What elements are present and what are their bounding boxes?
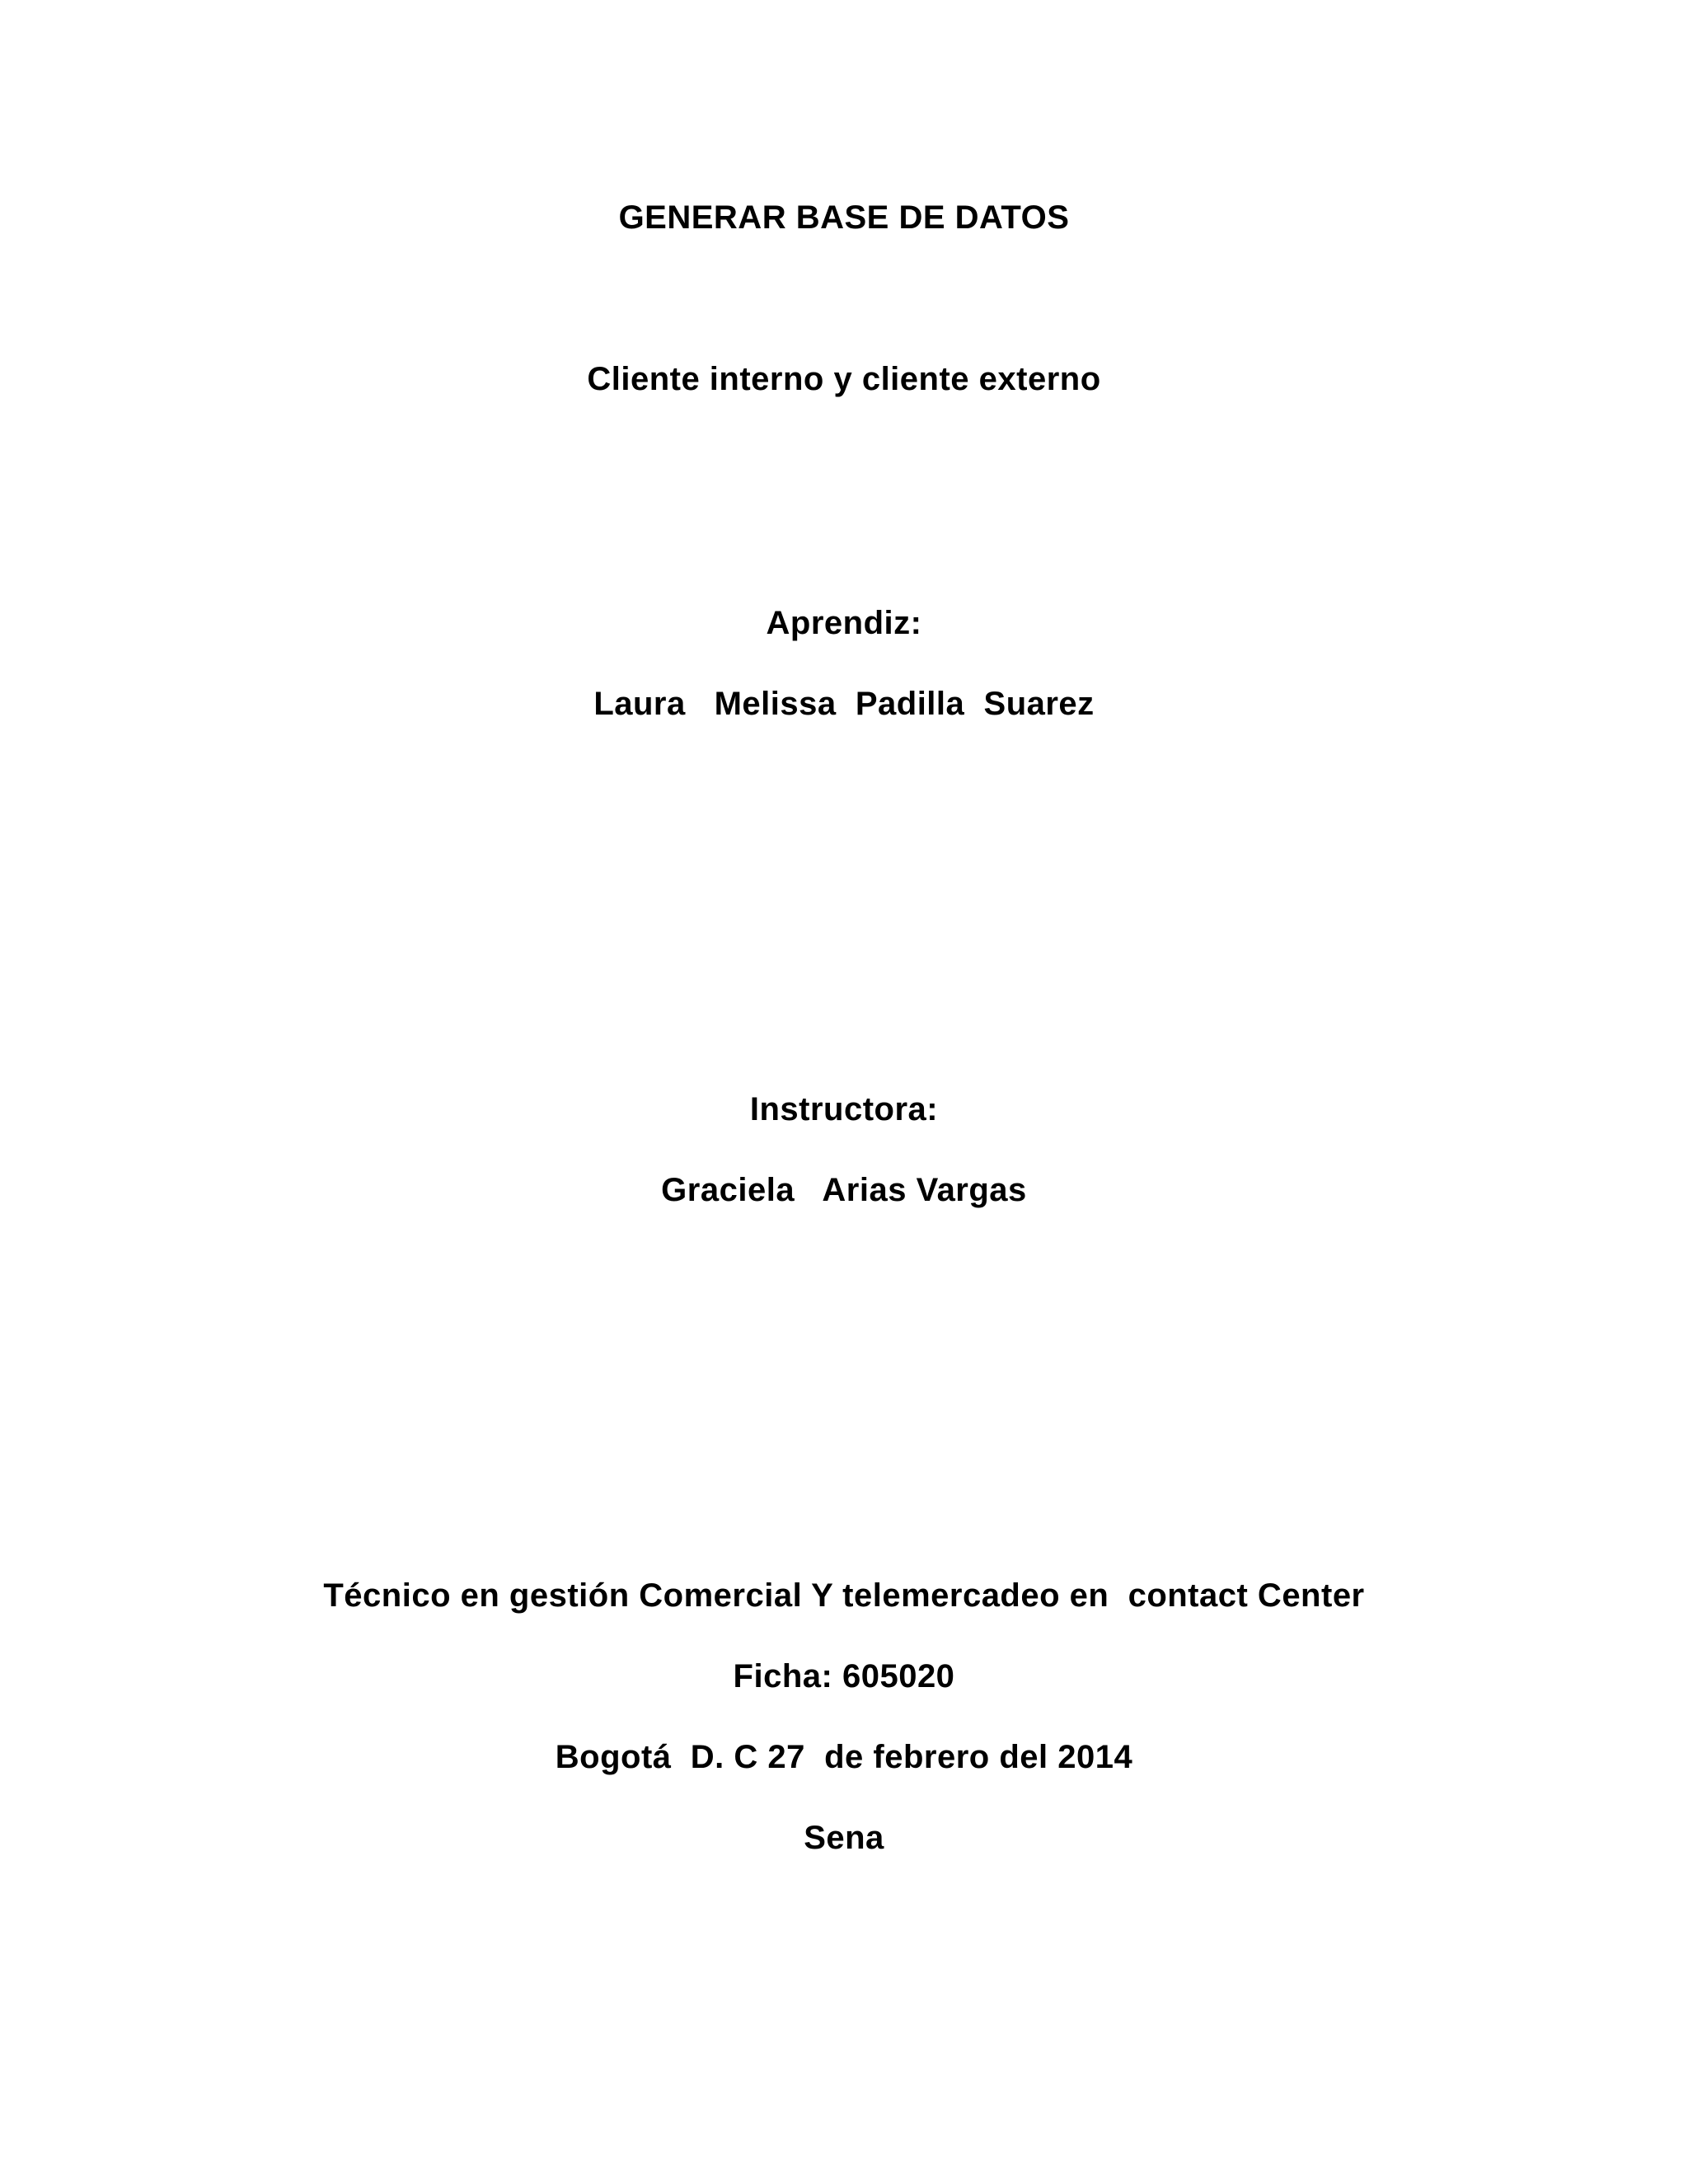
program-name: Técnico en gestión Comercial Y telemercadeo en contact Center: [323, 1577, 1365, 1614]
instructor-name: Graciela Arias Vargas: [661, 1172, 1027, 1208]
student-name: Laura Melissa Padilla Suarez: [593, 686, 1095, 722]
place-and-date: Bogotá D. C 27 de febrero del 2014: [555, 1739, 1133, 1775]
student-label: Aprendiz:: [766, 605, 922, 641]
ficha-number: Ficha: 605020: [733, 1658, 955, 1694]
institution-name: Sena: [804, 1820, 884, 1856]
document-title: GENERAR BASE DE DATOS: [618, 199, 1070, 236]
document-subtitle: Cliente interno y cliente externo: [587, 361, 1101, 397]
instructor-label: Instructora:: [749, 1091, 939, 1127]
